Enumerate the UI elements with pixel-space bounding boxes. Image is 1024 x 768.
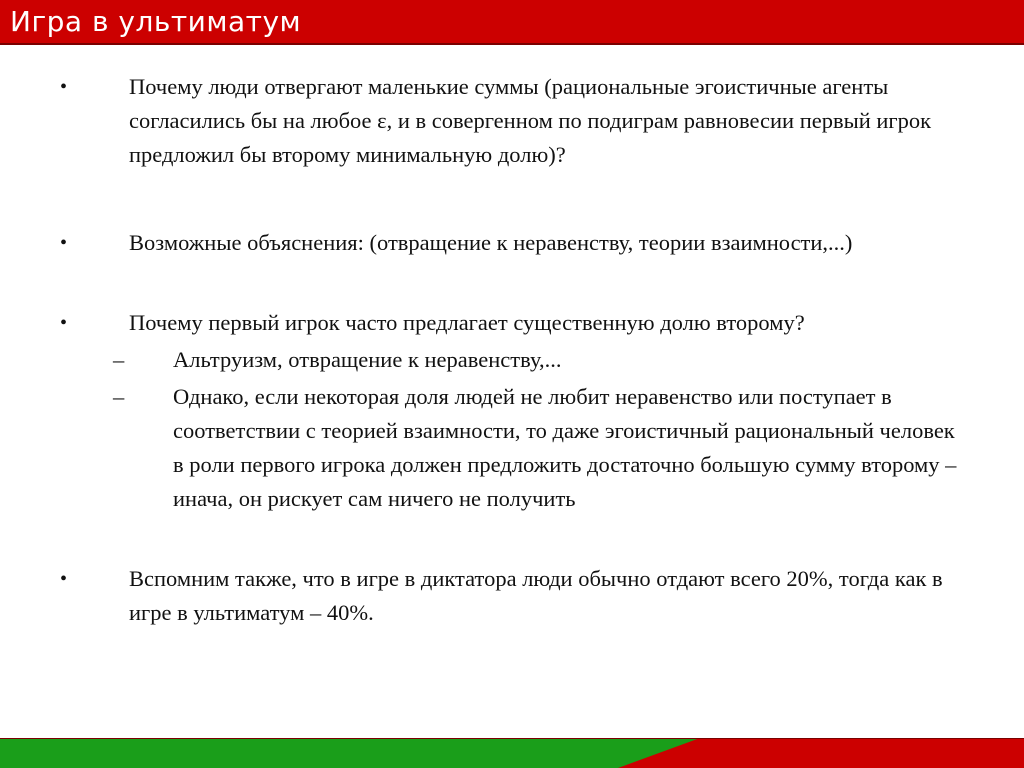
bullet-text: Почему люди отвергают маленькие суммы (рациональные эгоистичные агенты согласились бы на любое ε, и в совергенном по подиграм равновесии первый игрок предложил бы второму минимальную долю)? — [129, 74, 932, 167]
bullet-item — [0, 226, 1024, 260]
dash-marker: – — [113, 384, 125, 409]
bullet-text: Вспомним также, что в игре в диктатора люди обычно отдают всего 20%, тогда как в игре в ультиматум – 40%. — [129, 566, 943, 625]
sub-bullet-text: Альтруизм, отвращение к неравенству,... — [173, 347, 562, 372]
bullet-marker: • — [60, 232, 68, 254]
dash-marker: – — [113, 347, 125, 372]
sub-bullet-text: Однако, если некоторая доля людей не любит неравенство или поступает в соответствии с теорией взаимности, то даже эгоистичный рациональный человек в роли первого игрока должен предложить достаточно большую сумму второму – инача, он рискует сам ничего не получить — [173, 384, 957, 511]
bullet-item — [0, 306, 1024, 340]
bullet-marker: • — [60, 312, 68, 334]
sub-bullet-item — [0, 380, 1024, 516]
slide-title: Игра в ультиматум — [10, 5, 302, 38]
bullet-text: Почему первый игрок часто предлагает существенную долю второму? — [129, 310, 805, 335]
bullet-marker: • — [60, 76, 68, 98]
sub-bullet-item — [0, 343, 1024, 377]
bullet-item — [0, 70, 1024, 172]
title-bar — [0, 0, 1024, 45]
bullet-item — [0, 562, 1024, 630]
footer-green-band — [0, 738, 700, 768]
bullet-marker: • — [60, 568, 68, 590]
bullet-text: Возможные объяснения: (отвращение к неравенству, теории взаимности,...) — [129, 230, 853, 255]
footer-bar — [0, 738, 1024, 768]
slide-content — [0, 70, 1024, 630]
